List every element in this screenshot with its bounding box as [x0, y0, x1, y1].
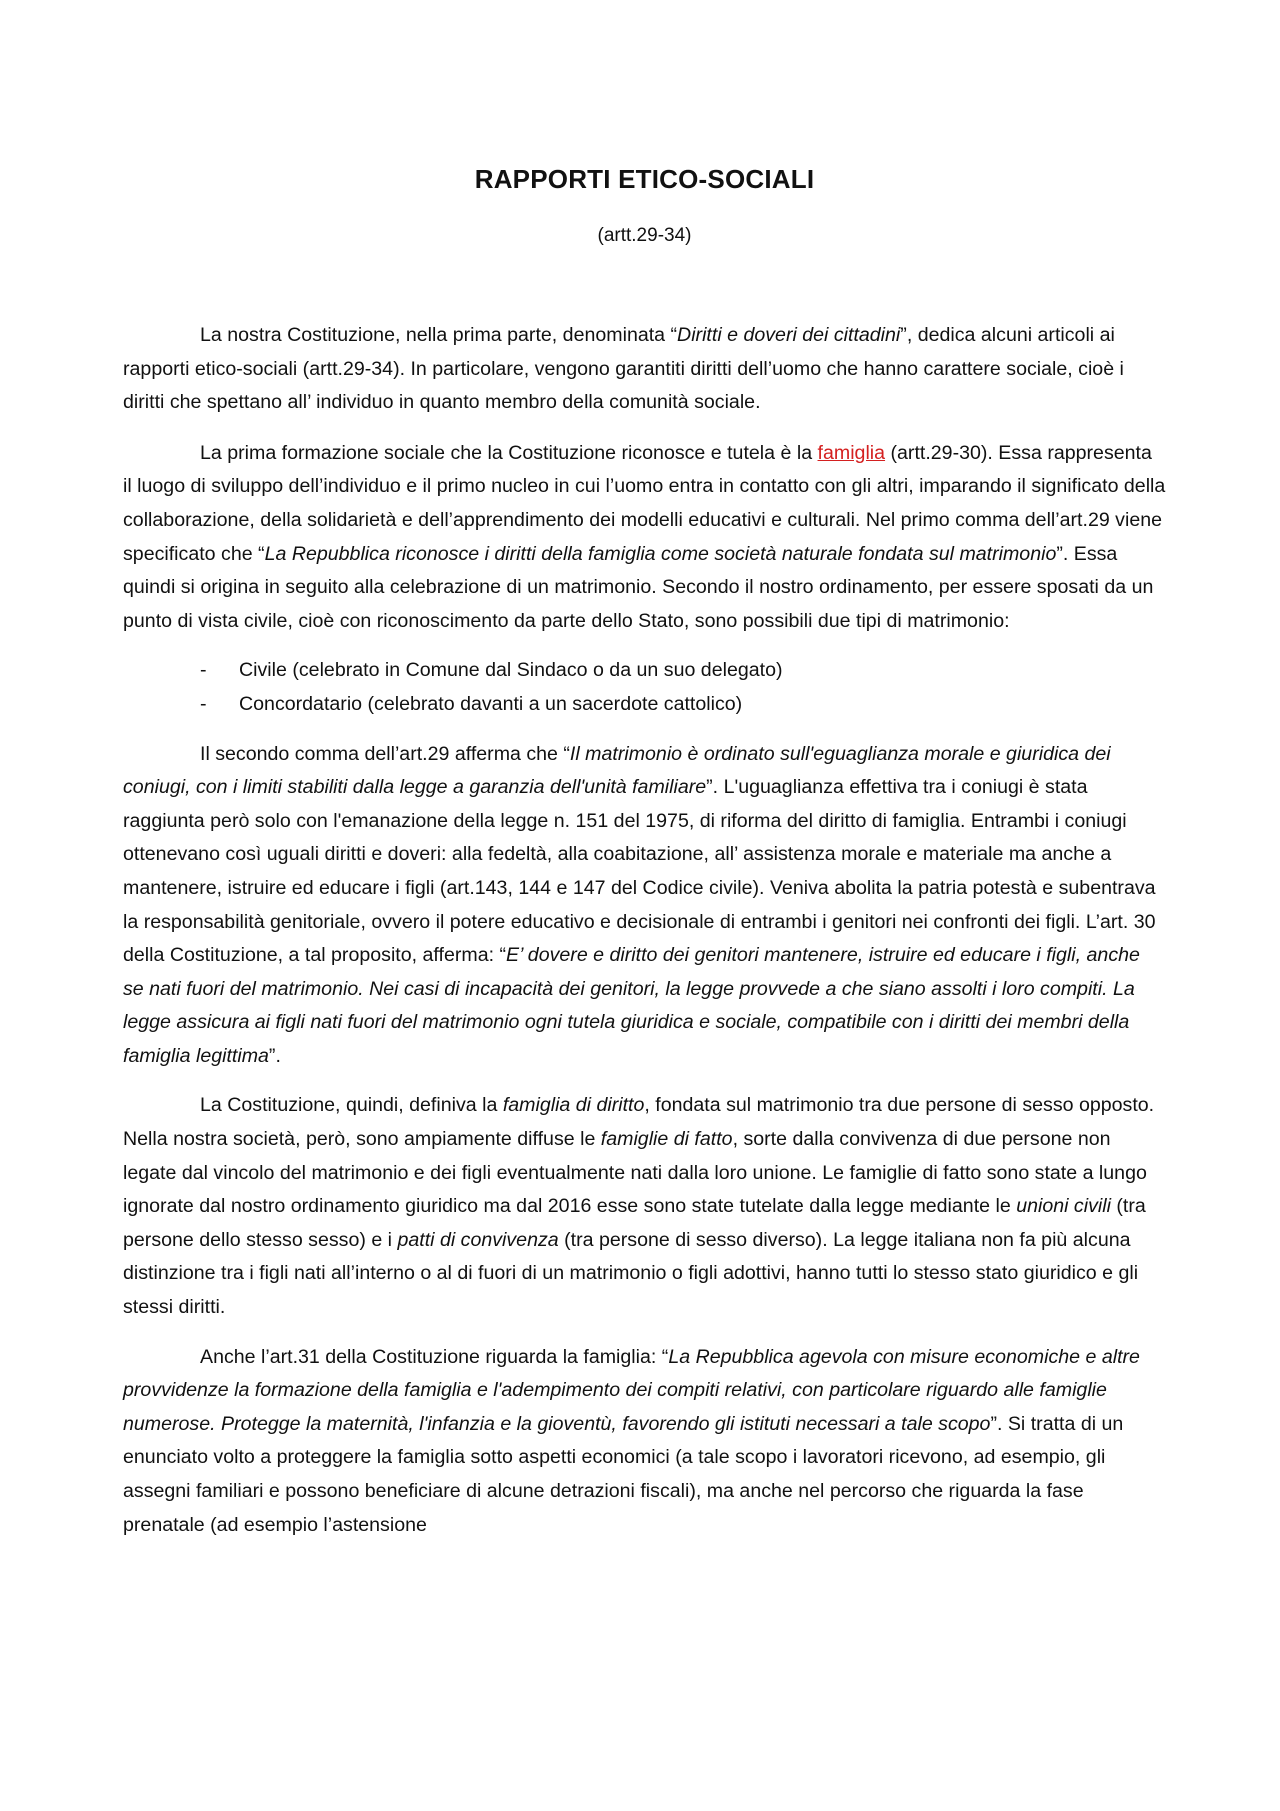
paragraph-famiglia-di-fatto	[123, 1089, 1166, 1324]
document-body	[123, 319, 1166, 1542]
text-run: Anche l’art.31 della Costituzione riguarda la famiglia: “	[200, 1345, 669, 1368]
text-run: La prima formazione sociale che la Costituzione riconosce e tutela è la	[200, 441, 818, 464]
italic-quote: unioni civili	[1016, 1195, 1111, 1218]
paragraph-famiglia	[123, 437, 1166, 639]
italic-quote: Il matrimonio è ordinato sull'eguaglianza morale e giuridica dei coniugi, con i limiti stabiliti dalla legge a garanzia dell'unità familiare	[123, 742, 1111, 799]
italic-quote: La Repubblica riconosce i diritti della famiglia come società naturale fondata sul matrimonio	[264, 542, 1057, 565]
list-dash: -	[200, 692, 207, 715]
text-run: La nostra Costituzione, nella prima parte, denominata “	[200, 324, 678, 346]
list-item-text: Civile (celebrato in Comune dal Sindaco o da un suo delegato)	[239, 659, 783, 682]
text-run: ”. Si tratta di un enunciato volto a proteggere la famiglia sotto aspetti economici (a tale scopo i lavoratori ricevono, ad esempio, gli assegni familiari e possono beneficiare di alcune detrazioni fiscali), ma anche nel percorso che riguarda la fase prenatale (ad esempio l’astensione	[123, 1412, 1124, 1536]
list-dash: -	[200, 659, 207, 682]
document-subtitle: (artt.29-34)	[597, 225, 692, 246]
document-title: RAPPORTI ETICO-SOCIALI	[474, 164, 815, 194]
text-run: , fondata sul matrimonio tra due persone di sesso opposto. Nella nostra società, però, sono ampiamente diffuse le	[123, 1094, 1155, 1151]
text-run: Il secondo comma dell’art.29 afferma che “	[200, 742, 570, 765]
text-run: ”.	[268, 1044, 281, 1067]
list-item	[123, 688, 1166, 722]
text-run: La Costituzione, quindi, definiva la	[200, 1094, 503, 1117]
paragraph-intro	[123, 319, 1166, 420]
italic-quote: patti di convivenza	[397, 1228, 559, 1251]
marriage-types-list	[123, 654, 1166, 721]
paragraph-art29-comma2	[123, 738, 1166, 1074]
list-item-text: Concordatario (celebrato davanti a un sacerdote cattolico)	[239, 692, 743, 715]
text-run: (tra persone dello stesso sesso) e i	[123, 1195, 1146, 1251]
italic-quote: Diritti e doveri dei cittadini	[677, 324, 901, 346]
italic-quote: La Repubblica agevola con misure economiche e altre provvidenze la formazione della famiglia e l'adempimento dei compiti relativi, con particolare riguardo alle famiglie numerose. Protegge la maternità, l'infanzia e la gioventù, favorendo gli istituti necessari a tale scopo	[123, 1345, 1140, 1435]
text-run: ”. Essa quindi si origina in seguito alla celebrazione di un matrimonio. Secondo il nostro ordinamento, per essere sposati da un punto di vista civile, cioè con riconoscimento da parte dello Stato, sono possibili due tipi di matrimonio:	[123, 542, 1154, 632]
document-page	[123, 150, 1166, 1558]
text-run: ”. L'uguaglianza effettiva tra i coniugi è stata raggiunta però solo con l'emanazione della legge n. 151 del 1975, di riforma del diritto di famiglia. Entrambi i coniugi ottenevano così uguali diritti e doveri: alla fedeltà, alla coabitazione, all’ assistenza morale e materiale ma anche a mantenere, istruire ed educare i figli (art.143, 144 e 147 del Codice civile). Veniva abolita la patria potestà e subentrava la responsabilità genitoriale, ovvero il potere educativo e decisionale di entrambi i genitori nei confronti dei figli. L’art. 30 della Costituzione, a tal proposito, afferma: “	[123, 776, 1156, 967]
italic-quote: famiglia di diritto	[502, 1094, 645, 1117]
text-run: ”, dedica alcuni articoli ai rapporti etico-sociali (artt.29-34). In particolare, vengono garantiti diritti dell’uomo che hanno carattere sociale, cioè i diritti che spettano all’ individuo in quanto membro della comunità sociale.	[123, 324, 1124, 414]
italic-quote: famiglie di fatto	[600, 1128, 733, 1151]
text-run: (tra persone di sesso diverso). La legge italiana non fa più alcuna distinzione tra i figli nati all’interno o al di fuori di un matrimonio o figli adottivi, hanno tutti lo stesso stato giuridico e gli stessi diritti.	[123, 1228, 1139, 1319]
famiglia-link[interactable]: famiglia	[817, 441, 886, 464]
list-item	[123, 654, 1166, 688]
text-run: , sorte dalla convivenza di due persone non legate dal vincolo del matrimonio e dei figli eventualmente nati dalla loro unione. Le famiglie di fatto sono state a lungo ignorate dal nostro ordinamento giuridico ma dal 2016 esse sono state tutelate dalla legge mediante le	[123, 1128, 1147, 1218]
text-run: (artt.29-30). Essa rappresenta il luogo di sviluppo dell’individuo e il primo nucleo in cui l’uomo entra in contatto con gli altri, imparando il significato della collaborazione, della solidarietà e dell’apprendimento dei modelli educativi e culturali. Nel primo comma dell’art.29 viene specificato che “	[123, 441, 1166, 565]
paragraph-art31	[123, 1341, 1166, 1543]
italic-quote: E’ dovere e diritto dei genitori mantenere, istruire ed educare i figli, anche se nati fuori del matrimonio. Nei casi di incapacità dei genitori, la legge provvede a che siano assolti i loro compiti. La legge assicura ai figli nati fuori del matrimonio ogni tutela giuridica e sociale, compatibile con i diritti dei membri della famiglia legittima	[123, 944, 1140, 1067]
